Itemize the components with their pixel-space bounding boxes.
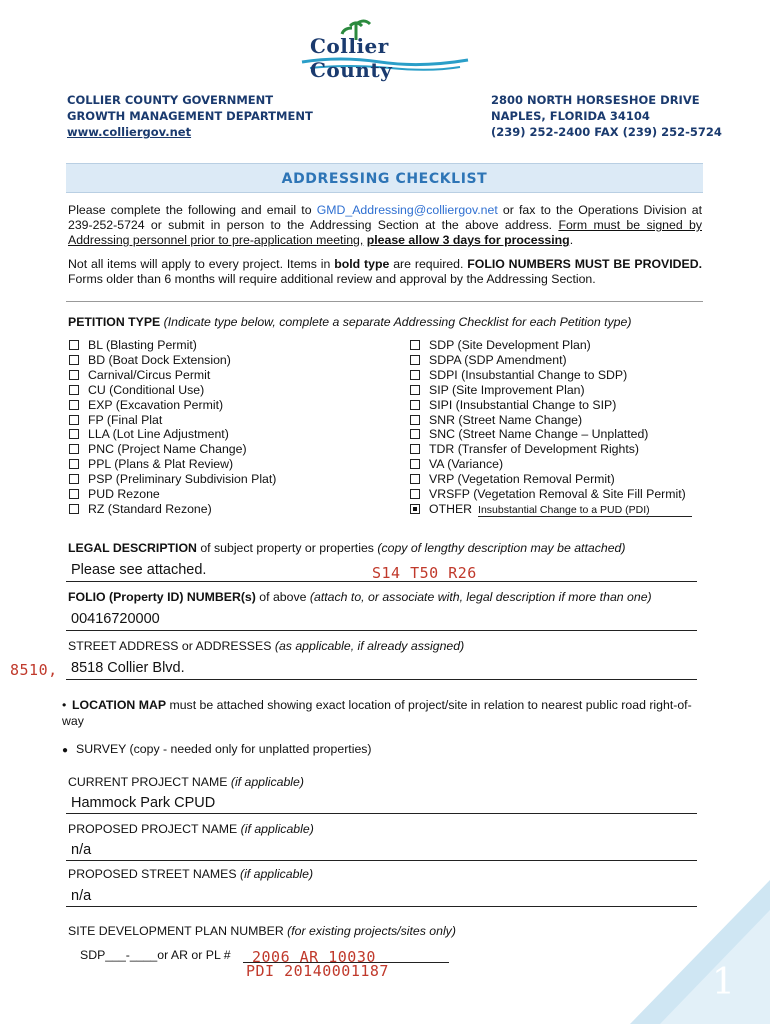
folio-underline bbox=[66, 630, 697, 631]
survey-text: SURVEY (copy - needed only for unplatted properties) bbox=[76, 742, 372, 756]
address-block bbox=[491, 92, 722, 140]
street-address-label: STREET ADDRESS or ADDRESSES bbox=[68, 639, 275, 653]
page-title: ADDRESSING CHECKLIST bbox=[281, 171, 488, 187]
req-bold-type: bold type bbox=[334, 257, 390, 271]
folio-hint: (attach to, or associate with, legal description if more than one) bbox=[309, 590, 652, 604]
proposed-name-label: PROPOSED PROJECT NAME bbox=[68, 822, 241, 836]
street-handwritten-note: 8510, bbox=[10, 661, 58, 679]
intro-period: . bbox=[569, 233, 574, 247]
petition-option-label: Carnival/Circus Permit bbox=[88, 367, 211, 382]
petition-option-left-9 bbox=[69, 472, 276, 487]
location-map-item bbox=[62, 697, 702, 729]
req-text-2: are required. bbox=[389, 257, 468, 271]
petition-option-right-8 bbox=[410, 457, 692, 472]
proposed-streets-value[interactable]: n/a bbox=[71, 888, 92, 904]
petition-option-right-1 bbox=[410, 353, 692, 368]
petition-option-right-3 bbox=[410, 383, 692, 398]
petition-option-label: PPL (Plans & Plat Review) bbox=[88, 457, 234, 472]
petition-option-label: SDPA (SDP Amendment) bbox=[429, 352, 567, 367]
checkbox[interactable] bbox=[69, 370, 79, 380]
sdp-handwritten-1: 2006 AR 10030 bbox=[252, 948, 376, 966]
petition-option-right-11 bbox=[410, 502, 692, 517]
proposed-name-value[interactable]: n/a bbox=[71, 842, 92, 858]
petition-list-left bbox=[69, 338, 276, 517]
checkbox[interactable] bbox=[410, 340, 420, 350]
current-name-hint: (if applicable) bbox=[230, 775, 304, 789]
corner-decoration bbox=[630, 880, 770, 1024]
logo-text: Collier County bbox=[310, 34, 393, 82]
petition-option-label: PSP (Preliminary Subdivision Plat) bbox=[88, 472, 277, 487]
page-number: 1 bbox=[712, 962, 735, 1003]
checkbox[interactable] bbox=[69, 415, 79, 425]
title-band bbox=[66, 163, 703, 193]
petition-option-label: SDPI (Insubstantial Change to SDP) bbox=[429, 367, 628, 382]
petition-option-label: SNC (Street Name Change – Unplatted) bbox=[429, 427, 649, 442]
proposed-streets-label: PROPOSED STREET NAMES bbox=[68, 867, 240, 881]
current-name-value[interactable]: Hammock Park CPUD bbox=[71, 795, 216, 811]
petition-option-label: PNC (Project Name Change) bbox=[88, 442, 247, 457]
other-petition-value[interactable]: Insubstantial Change to a PUD (PDI) bbox=[478, 505, 692, 517]
current-name-underline bbox=[66, 813, 697, 814]
proposed-streets-heading bbox=[68, 867, 313, 881]
checkbox[interactable] bbox=[410, 489, 420, 499]
checkbox[interactable] bbox=[69, 400, 79, 410]
folio-required-notice: FOLIO NUMBERS MUST BE PROVIDED. bbox=[467, 257, 703, 271]
processing-notice: please allow 3 days for processing bbox=[366, 233, 570, 247]
checkbox[interactable] bbox=[410, 355, 420, 365]
petition-option-label: TDR (Transfer of Development Rights) bbox=[429, 442, 640, 457]
checkbox[interactable] bbox=[410, 400, 420, 410]
intro-text-2: or fax to the Operations Division at 239-252-5724 or submit in person to the Addressing Section at the above address. bbox=[68, 203, 702, 232]
street-address-hint: (as applicable, if already assigned) bbox=[274, 639, 465, 653]
section-divider bbox=[66, 301, 703, 302]
checkbox[interactable] bbox=[69, 429, 79, 439]
petition-option-label: SIPI (Insubstantial Change to SIP) bbox=[429, 397, 617, 412]
petition-option-right-0 bbox=[410, 338, 692, 353]
petition-option-right-4 bbox=[410, 398, 692, 413]
signature-notice: Form must be signed by Addressing personnel prior to pre-application meeting, bbox=[68, 218, 702, 247]
legal-description-label: LEGAL DESCRIPTION bbox=[68, 541, 197, 555]
petition-option-label: BD (Boat Dock Extension) bbox=[88, 352, 231, 367]
petition-option-label: SNR (Street Name Change) bbox=[429, 412, 583, 427]
intro-paragraph bbox=[68, 203, 702, 248]
petition-option-label: SIP (Site Improvement Plan) bbox=[429, 382, 585, 397]
checkbox[interactable] bbox=[69, 385, 79, 395]
street-address-value[interactable]: 8518 Collier Blvd. bbox=[71, 660, 185, 676]
checkbox[interactable] bbox=[410, 385, 420, 395]
petition-option-label: SDP (Site Development Plan) bbox=[429, 338, 591, 352]
requirements-paragraph bbox=[68, 257, 702, 287]
petition-option-left-0 bbox=[69, 338, 276, 353]
sdp-line-label: SDP___-____or AR or PL # bbox=[80, 948, 231, 962]
petition-option-left-8 bbox=[69, 457, 276, 472]
city-state-zip: NAPLES, FLORIDA 34104 bbox=[491, 109, 650, 123]
proposed-streets-hint: (if applicable) bbox=[239, 867, 314, 881]
petition-option-right-10 bbox=[410, 487, 692, 502]
folio-label-rest: of above bbox=[255, 590, 310, 604]
current-name-label: CURRENT PROJECT NAME bbox=[68, 775, 231, 789]
petition-option-left-4 bbox=[69, 398, 276, 413]
petition-option-left-5 bbox=[69, 413, 276, 428]
folio-heading bbox=[68, 590, 652, 604]
agency-name: COLLIER COUNTY GOVERNMENT bbox=[67, 93, 274, 107]
petition-type-label: PETITION TYPE bbox=[68, 315, 161, 329]
petition-option-left-3 bbox=[69, 383, 276, 398]
survey-item bbox=[62, 742, 372, 756]
folio-number-value[interactable]: 00416720000 bbox=[71, 611, 160, 627]
sdp-hint: (for existing projects/sites only) bbox=[287, 924, 456, 938]
checkbox[interactable] bbox=[410, 415, 420, 425]
petition-option-right-2 bbox=[410, 368, 692, 383]
location-map-label: LOCATION MAP bbox=[72, 698, 167, 712]
petition-option-left-10 bbox=[69, 487, 276, 502]
checkbox[interactable] bbox=[410, 444, 420, 454]
legal-description-value[interactable]: Please see attached. bbox=[71, 562, 207, 578]
sdp-heading bbox=[68, 924, 456, 938]
sdp-label: SITE DEVELOPMENT PLAN NUMBER bbox=[68, 924, 288, 938]
bullet-icon-2: ● bbox=[62, 745, 69, 756]
petition-option-label: VA (Variance) bbox=[429, 457, 504, 472]
petition-option-left-7 bbox=[69, 442, 276, 457]
petition-option-label: CU (Conditional Use) bbox=[88, 382, 205, 397]
department-name: GROWTH MANAGEMENT DEPARTMENT bbox=[67, 109, 313, 123]
phone-fax: (239) 252-2400 FAX (239) 252-5724 bbox=[491, 125, 722, 139]
location-map-text: must be attached showing exact location of project/site in relation to nearest public road right-of-way bbox=[62, 698, 692, 728]
agency-block bbox=[67, 92, 313, 140]
street-underline bbox=[66, 679, 697, 680]
checkbox[interactable] bbox=[69, 489, 79, 499]
req-text: Not all items will apply to every project. Items in bbox=[68, 257, 335, 271]
checkbox[interactable] bbox=[410, 370, 420, 380]
legal-underline bbox=[66, 581, 697, 582]
petition-option-label: LLA (Lot Line Adjustment) bbox=[88, 427, 229, 442]
petition-option-right-7 bbox=[410, 442, 692, 457]
petition-option-label: PUD Rezone bbox=[88, 487, 160, 502]
petition-option-label: VRP (Vegetation Removal Permit) bbox=[429, 472, 615, 487]
street-address: 2800 NORTH HORSESHOE DRIVE bbox=[491, 93, 700, 107]
petition-option-label: EXP (Excavation Permit) bbox=[88, 397, 224, 412]
petition-type-heading bbox=[68, 315, 631, 329]
checkbox[interactable] bbox=[410, 459, 420, 469]
email-link[interactable]: GMD_Addressing@colliergov.net bbox=[316, 203, 498, 217]
proposed-name-heading bbox=[68, 822, 314, 836]
checkbox[interactable] bbox=[69, 504, 79, 514]
checkbox[interactable] bbox=[410, 474, 420, 484]
checkbox[interactable] bbox=[69, 459, 79, 469]
county-logo bbox=[300, 18, 470, 82]
petition-option-label: RZ (Standard Rezone) bbox=[88, 501, 212, 516]
petition-type-hint: (Indicate type below, complete a separate Addressing Checklist for each Petition type) bbox=[163, 315, 632, 329]
petition-option-right-9 bbox=[410, 472, 692, 487]
req-text-3: Forms older than 6 months will require additional review and approval by the Addressing Section. bbox=[68, 272, 596, 286]
checkbox[interactable] bbox=[69, 340, 79, 350]
legal-hint: (copy of lengthy description may be attached) bbox=[377, 541, 626, 555]
intro-text: Please complete the following and email to bbox=[68, 203, 317, 217]
legal-handwritten-note: S14 T50 R26 bbox=[372, 564, 477, 582]
petition-option-left-6 bbox=[69, 427, 276, 442]
checkbox[interactable] bbox=[410, 504, 420, 514]
proposed-name-underline bbox=[66, 860, 697, 861]
petition-option-label: VRSFP (Vegetation Removal & Site Fill Permit) bbox=[429, 487, 686, 502]
petition-option-right-5 bbox=[410, 413, 692, 428]
petition-option-left-1 bbox=[69, 353, 276, 368]
petition-option-left-11 bbox=[69, 502, 276, 517]
petition-option-left-2 bbox=[69, 368, 276, 383]
bullet-icon: • bbox=[62, 698, 67, 712]
petition-option-label: BL (Blasting Permit) bbox=[88, 338, 197, 352]
checkbox[interactable] bbox=[69, 444, 79, 454]
street-address-heading bbox=[68, 639, 464, 653]
petition-option-right-6 bbox=[410, 427, 692, 442]
legal-label-rest: of subject property or properties bbox=[196, 541, 378, 555]
proposed-name-hint: (if applicable) bbox=[240, 822, 314, 836]
website-link[interactable]: www.colliergov.net bbox=[67, 125, 192, 139]
petition-option-label: FP (Final Plat bbox=[88, 412, 163, 427]
petition-option-label: OTHER bbox=[429, 501, 473, 516]
legal-description-heading bbox=[68, 541, 625, 555]
folio-label: FOLIO (Property ID) NUMBER(s) bbox=[68, 590, 256, 604]
sdp-handwritten-2: PDI 20140001187 bbox=[246, 962, 389, 980]
checkbox[interactable] bbox=[69, 355, 79, 365]
petition-list-right bbox=[410, 338, 692, 517]
checkbox[interactable] bbox=[69, 474, 79, 484]
checkbox[interactable] bbox=[410, 429, 420, 439]
current-name-heading bbox=[68, 775, 304, 789]
proposed-streets-underline bbox=[66, 906, 697, 907]
